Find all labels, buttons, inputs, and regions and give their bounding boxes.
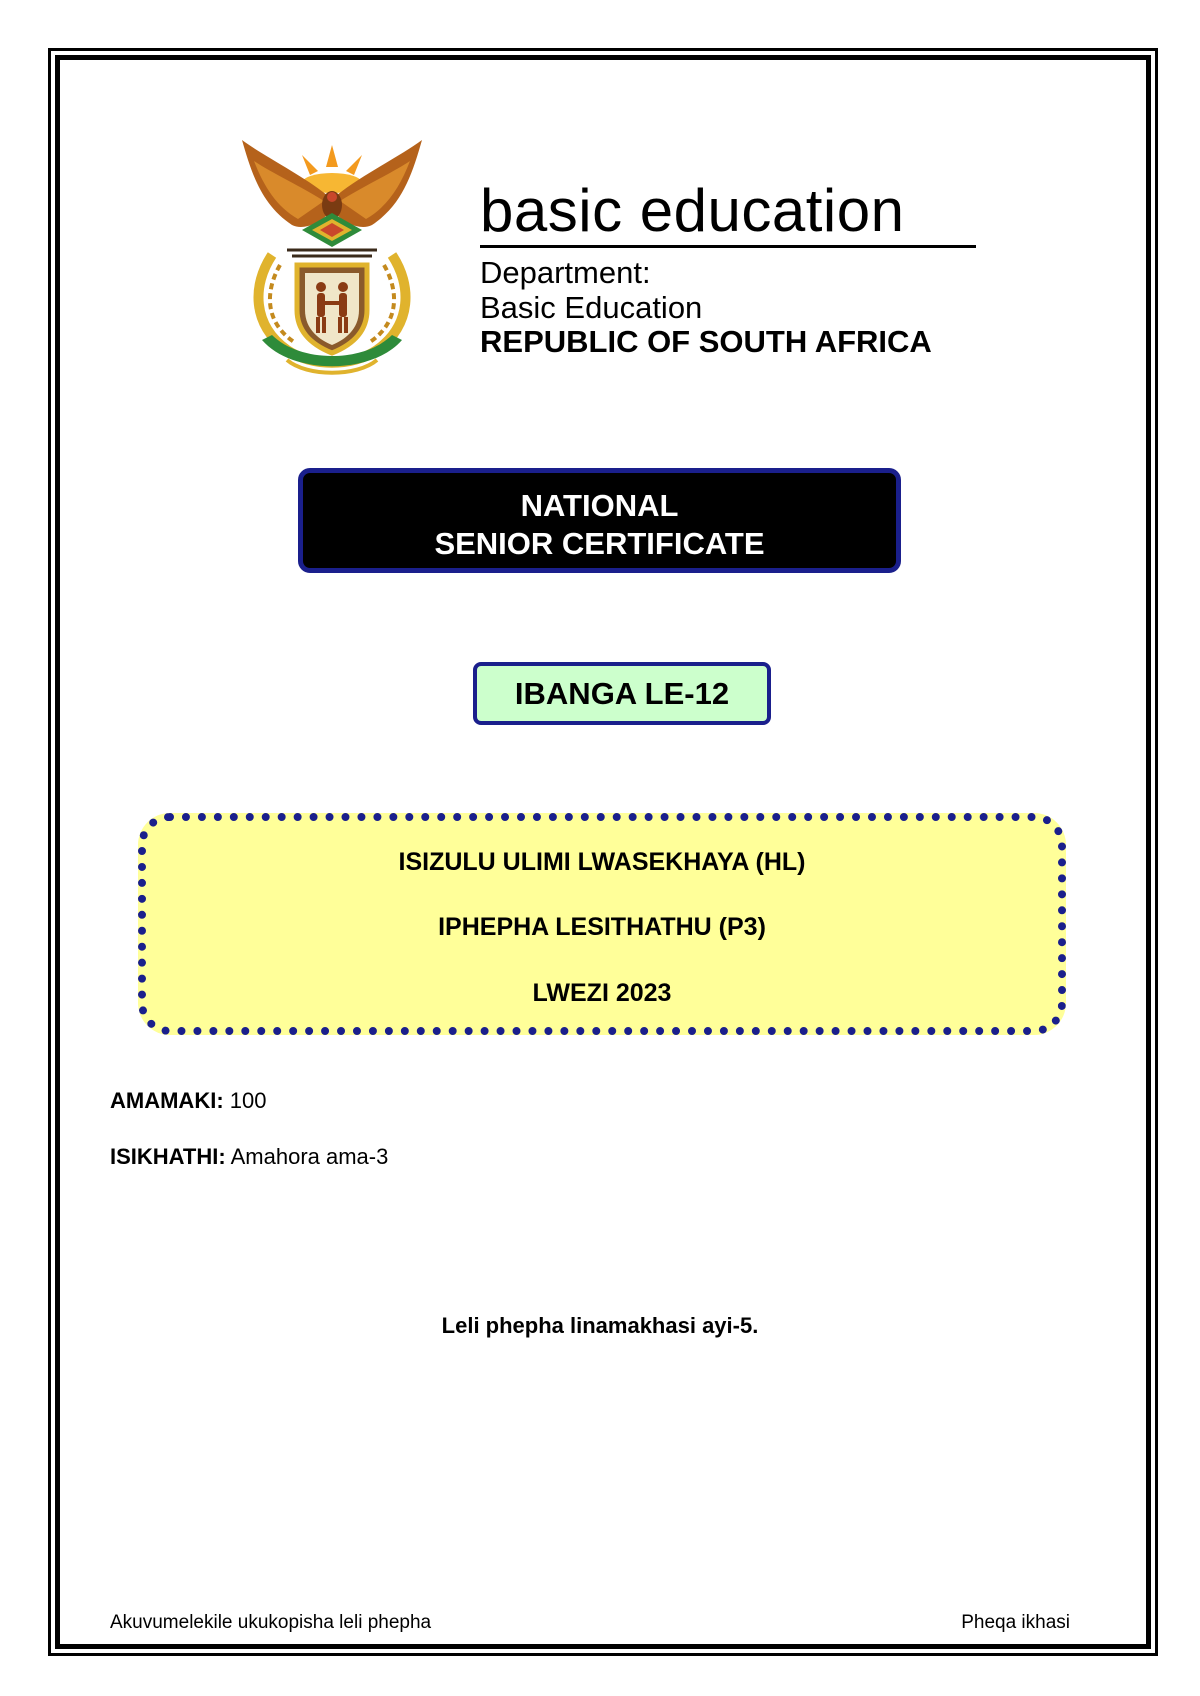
time-label: ISIKHATHI: — [110, 1144, 226, 1169]
paper-number: IPHEPHA LESITHATHU (P3) — [438, 913, 766, 941]
marks-row — [110, 1088, 267, 1114]
brand-divider — [480, 245, 976, 248]
marks-value: 100 — [229, 1088, 267, 1113]
department-name: Basic Education — [480, 290, 703, 325]
page-count-note: Leli phepha linamakhasi ayi-5. — [441, 1313, 759, 1338]
copyright-notice: Akuvumelekile ukukopisha leli phepha — [110, 1612, 432, 1633]
certificate-banner — [298, 468, 901, 573]
grade-badge: IBANGA LE-12 — [473, 662, 771, 725]
turn-page-note: Pheqa ikhasi — [961, 1612, 1070, 1633]
certificate-line-2: SENIOR CERTIFICATE — [434, 526, 765, 561]
subject-name: ISIZULU ULIMI LWASEKHAYA (HL) — [398, 848, 806, 876]
exam-session: LWEZI 2023 — [532, 979, 672, 1007]
country-name: REPUBLIC OF SOUTH AFRICA — [480, 324, 932, 359]
subject-panel — [138, 813, 1066, 1035]
department-label: Department: — [480, 255, 651, 290]
coat-of-arms-icon — [232, 135, 432, 380]
time-value: Amahora ama-3 — [230, 1144, 389, 1169]
marks-label: AMAMAKI: — [110, 1088, 224, 1113]
brand-title: basic education — [480, 177, 905, 244]
certificate-line-1: NATIONAL — [520, 488, 679, 523]
time-row — [110, 1144, 388, 1170]
